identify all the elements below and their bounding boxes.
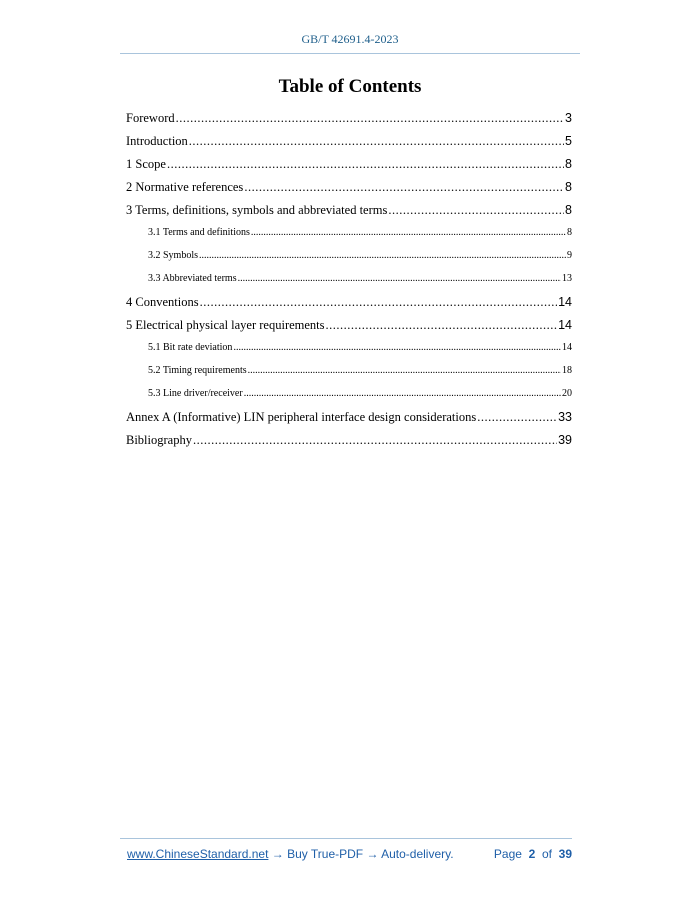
dot-leader — [193, 430, 557, 450]
dot-leader — [199, 246, 566, 266]
toc-entry-label: 5.3 Line driver/receiver — [148, 388, 243, 399]
toc-entry-timing-requirements[interactable] — [126, 361, 572, 384]
toc-entry-label: 3.3 Abbreviated terms — [148, 273, 237, 284]
page-indicator — [494, 847, 572, 861]
toc-entry-label: 3.1 Terms and definitions — [148, 227, 250, 238]
toc-entry-label: 5 Electrical physical layer requirements — [126, 318, 325, 332]
dot-leader — [200, 292, 558, 312]
toc-entry-terms-definitions[interactable] — [126, 200, 572, 223]
toc-entry-bit-rate-deviation[interactable] — [126, 338, 572, 361]
toc-entry-page: 8 — [565, 203, 572, 217]
toc-entry-page: 8 — [567, 227, 572, 238]
toc-entry-label: 2 Normative references — [126, 180, 244, 194]
toc-entry-page: 14 — [562, 342, 572, 353]
toc-entry-label: 5.2 Timing requirements — [148, 365, 247, 376]
toc-entry-page: 13 — [562, 273, 572, 284]
dot-leader — [167, 154, 564, 174]
toc-entry-label: 1 Scope — [126, 157, 166, 171]
toc-entry-page: 9 — [567, 250, 572, 261]
dot-leader — [477, 407, 557, 427]
toc-entry-label: Introduction — [126, 134, 188, 148]
dot-leader — [388, 200, 564, 220]
toc-entry-label: Bibliography — [126, 433, 192, 447]
toc-entry-symbols[interactable] — [126, 246, 572, 269]
toc-entry-normative-references[interactable] — [126, 177, 572, 200]
toc-entry-page: 14 — [558, 318, 572, 332]
footer-divider — [120, 838, 572, 839]
header-divider — [120, 53, 580, 54]
toc-entry-page: 8 — [565, 157, 572, 171]
toc-entry-scope[interactable] — [126, 154, 572, 177]
toc-entry-label: 5.1 Bit rate deviation — [148, 342, 233, 353]
table-of-contents — [126, 108, 572, 453]
toc-entry-bibliography[interactable] — [126, 430, 572, 453]
toc-entry-terms-and-definitions[interactable] — [126, 223, 572, 246]
toc-entry-electrical-physical-layer[interactable] — [126, 315, 572, 338]
total-pages: 39 — [558, 847, 572, 861]
toc-entry-label: Annex A (Informative) LIN peripheral interface design considerations — [126, 410, 477, 424]
current-page: 2 — [528, 847, 536, 861]
dot-leader — [233, 338, 561, 358]
toc-entry-page: 33 — [558, 410, 572, 424]
page-word: Page — [493, 847, 522, 861]
footer-promo — [127, 847, 454, 861]
toc-entry-conventions[interactable] — [126, 292, 572, 315]
toc-entry-label: 3.2 Symbols — [148, 250, 199, 261]
page-footer — [127, 847, 572, 861]
dot-leader — [176, 108, 564, 128]
toc-entry-introduction[interactable] — [126, 131, 572, 154]
running-header: GB/T 42691.4-2023 — [301, 32, 399, 46]
dot-leader — [238, 269, 561, 289]
toc-entry-label: Foreword — [126, 111, 175, 125]
promo-text: → Buy True-PDF → Auto-delivery. — [268, 847, 454, 861]
toc-entry-foreword[interactable] — [126, 108, 572, 131]
toc-entry-page: 5 — [565, 134, 572, 148]
toc-entry-label: 3 Terms, definitions, symbols and abbreviated terms — [126, 203, 388, 217]
toc-entry-abbreviated-terms[interactable] — [126, 269, 572, 292]
dot-leader — [244, 384, 561, 404]
dot-leader — [326, 315, 558, 335]
toc-entry-page: 20 — [562, 388, 572, 399]
dot-leader — [244, 177, 564, 197]
dot-leader — [251, 223, 566, 243]
toc-entry-page: 3 — [565, 111, 572, 125]
toc-entry-page: 18 — [562, 365, 572, 376]
toc-entry-label: 4 Conventions — [126, 295, 199, 309]
toc-entry-page: 39 — [558, 433, 572, 447]
toc-entry-annex-a[interactable] — [126, 407, 572, 430]
site-link[interactable]: www.ChineseStandard.net — [127, 847, 269, 861]
toc-entry-page: 14 — [558, 295, 572, 309]
page-title: Table of Contents — [278, 76, 422, 97]
toc-entry-line-driver-receiver[interactable] — [126, 384, 572, 407]
toc-entry-page: 8 — [565, 180, 572, 194]
page-of: of — [541, 847, 552, 861]
dot-leader — [189, 131, 564, 151]
dot-leader — [248, 361, 561, 381]
